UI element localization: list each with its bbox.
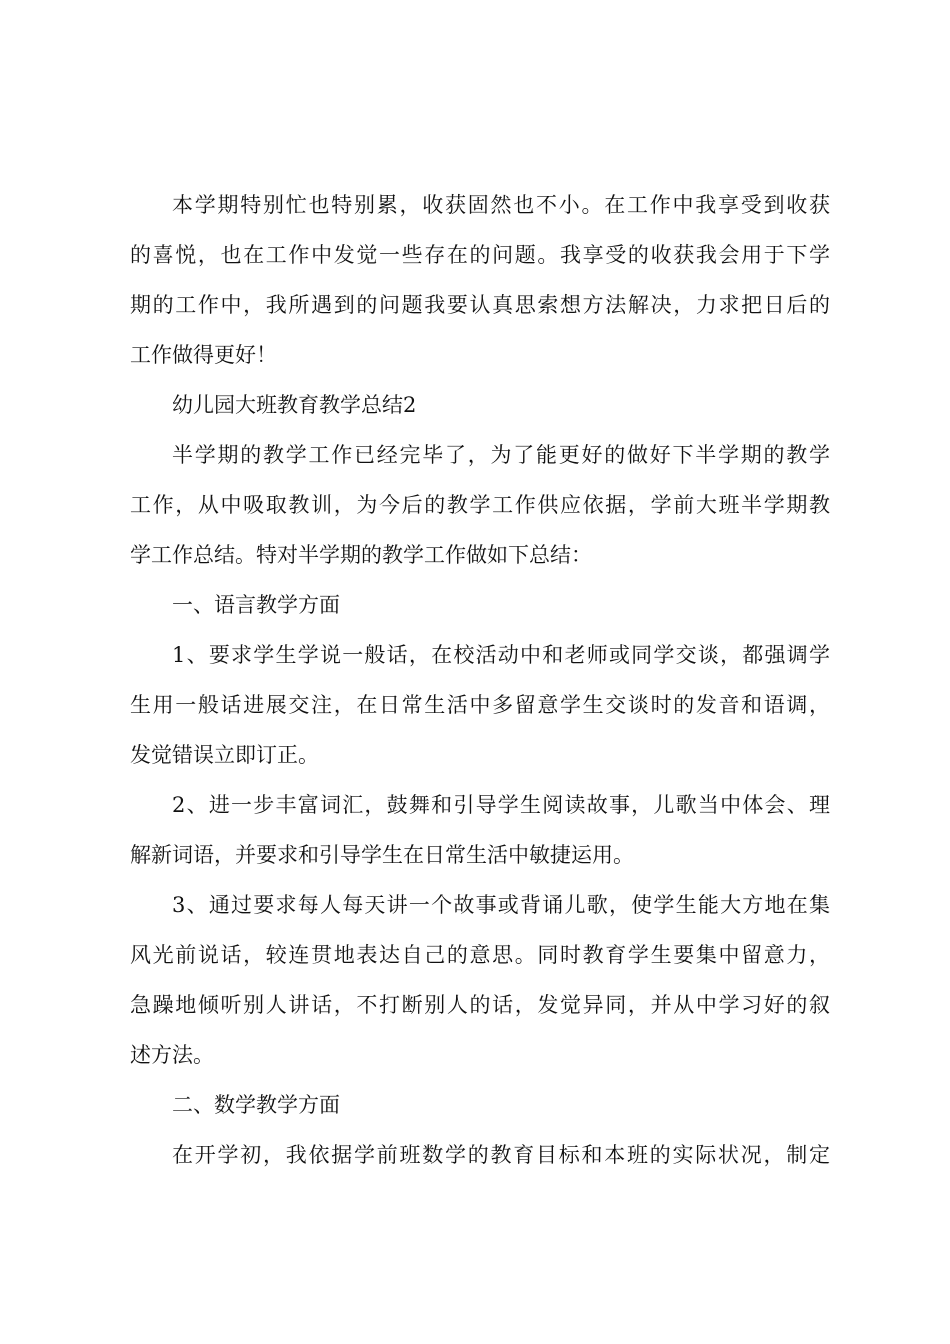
text-line: 解新词语，并要求和引导学生在日常生活中敏捷运用。	[130, 843, 634, 867]
text-line: 1、要求学生学说一般话，在校活动中和老师或同学交谈，都强调学	[172, 643, 830, 667]
subheading: 二、数学教学方面	[172, 1093, 340, 1117]
text-line: 的喜悦，也在工作中发觉一些存在的问题。我享受的收获我会用于下学	[130, 243, 830, 267]
text-line: 急躁地倾听别人讲话，不打断别人的话，发觉异同，并从中学习好的叙	[130, 993, 830, 1017]
text-line: 生用一般话进展交注，在日常生活中多留意学生交谈时的发音和语调，	[130, 693, 830, 717]
text-line: 风光前说话，较连贯地表达自己的意思。同时教育学生要集中留意力，	[130, 943, 830, 967]
text-line: 半学期的教学工作已经完毕了，为了能更好的做好下半学期的教学	[172, 443, 830, 467]
text-line: 3、通过要求每人每天讲一个故事或背诵儿歌，使学生能大方地在集	[172, 893, 830, 917]
subheading: 一、语言教学方面	[172, 593, 340, 617]
section-heading: 幼儿园大班教育教学总结2	[172, 393, 417, 417]
text-line: 工作做得更好！	[130, 343, 277, 367]
text-line: 期的工作中，我所遇到的问题我要认真思索想方法解决，力求把日后的	[130, 293, 830, 317]
text-line: 工作，从中吸取教训，为今后的教学工作供应依据，学前大班半学期教	[130, 493, 830, 517]
text-line: 2、进一步丰富词汇，鼓舞和引导学生阅读故事，儿歌当中体会、理	[172, 793, 830, 817]
text-line: 发觉错误立即订正。	[130, 743, 319, 767]
text-line: 述方法。	[130, 1043, 214, 1067]
text-line: 本学期特别忙也特别累，收获固然也不小。在工作中我享受到收获	[172, 193, 830, 217]
text-line: 在开学初，我依据学前班数学的教育目标和本班的实际状况，制定	[172, 1143, 830, 1167]
text-line: 学工作总结。特对半学期的教学工作做如下总结：	[130, 543, 592, 567]
